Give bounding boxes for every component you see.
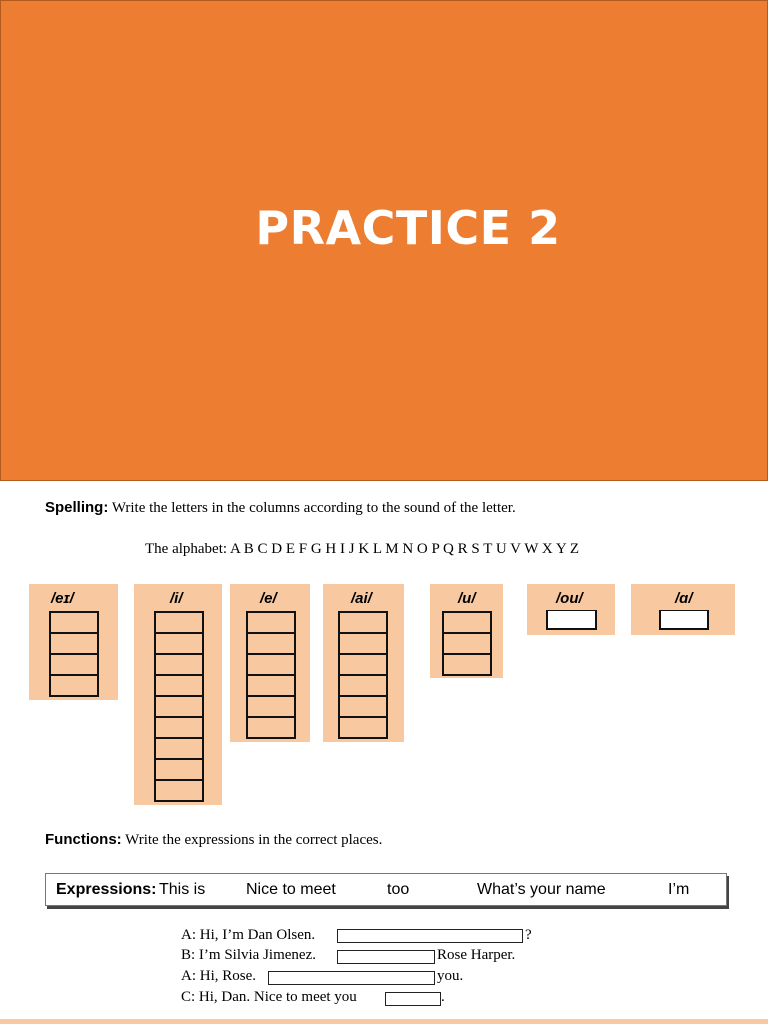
letter-box[interactable] <box>156 760 202 781</box>
letter-box[interactable] <box>156 634 202 655</box>
dialogue-line-4-end: . <box>441 989 445 1005</box>
letter-box[interactable] <box>248 697 294 718</box>
functions-instruction-text: Write the expressions in the correct places. <box>125 832 383 848</box>
letter-box[interactable] <box>546 610 597 630</box>
expression-nice-to-meet[interactable]: Nice to meet <box>246 881 336 898</box>
letter-box[interactable] <box>444 655 490 674</box>
slide-title: PRACTICE 2 <box>255 201 561 255</box>
letter-box[interactable] <box>248 718 294 737</box>
sound-column-e: /e/ <box>230 584 310 742</box>
dialogue-line-1-end: ? <box>525 927 532 943</box>
letter-box[interactable] <box>248 655 294 676</box>
dialogue-line-2-end: Rose Harper. <box>437 947 516 963</box>
letter-box-stack <box>442 611 492 676</box>
sound-column-ei: /eɪ/ <box>29 584 118 700</box>
sound-column-i: /i/ <box>134 584 222 805</box>
letter-box[interactable] <box>156 613 202 634</box>
expressions-box <box>45 873 727 906</box>
letter-box[interactable] <box>156 718 202 739</box>
letter-box[interactable] <box>340 697 386 718</box>
dialogue-line-2: B: I’m Silvia Jimenez. <box>181 947 316 963</box>
letter-box[interactable] <box>156 697 202 718</box>
letter-box[interactable] <box>444 613 490 634</box>
letter-box[interactable] <box>248 613 294 634</box>
answer-blank[interactable] <box>337 929 523 943</box>
expressions-label: Expressions: <box>56 881 157 898</box>
letter-box[interactable] <box>340 634 386 655</box>
sound-column-a: /ɑ/ <box>631 584 735 635</box>
letter-box-stack <box>246 611 296 739</box>
spelling-instruction <box>45 499 516 517</box>
dialogue-line-3: A: Hi, Rose. <box>181 968 256 984</box>
title-banner <box>0 0 768 481</box>
functions-label: Functions: <box>45 831 122 848</box>
sound-column-ai: /ai/ <box>323 584 404 742</box>
sound-column-ou: /ou/ <box>527 584 615 635</box>
dialogue-line-1: A: Hi, I’m Dan Olsen. <box>181 927 316 943</box>
letter-box[interactable] <box>340 613 386 634</box>
letter-box[interactable] <box>156 676 202 697</box>
spelling-label: Spelling: <box>45 499 109 516</box>
letter-box-stack <box>154 611 204 802</box>
letter-box-stack <box>49 611 99 697</box>
letter-box[interactable] <box>248 676 294 697</box>
functions-instruction <box>45 831 382 849</box>
letter-box[interactable] <box>156 655 202 676</box>
letter-box[interactable] <box>51 655 97 676</box>
letter-box-stack <box>338 611 388 739</box>
letter-box[interactable] <box>340 655 386 676</box>
alphabet-line: The alphabet: A B C D E F G H I J K L M N O P Q R S T U V W X Y Z <box>145 541 580 557</box>
dialogue-line-3-end: you. <box>437 968 464 984</box>
answer-blank[interactable] <box>385 992 441 1006</box>
dialogue-line-4: C: Hi, Dan. Nice to meet you <box>181 989 357 1005</box>
letter-box[interactable] <box>156 739 202 760</box>
answer-blank[interactable] <box>268 971 435 985</box>
expression-im[interactable]: I’m <box>668 881 690 898</box>
letter-box[interactable] <box>248 634 294 655</box>
letter-box[interactable] <box>340 676 386 697</box>
bottom-accent-bar <box>0 1019 768 1024</box>
letter-box[interactable] <box>659 610 709 630</box>
spelling-instruction-text: Write the letters in the columns according to the sound of the letter. <box>111 500 516 516</box>
expression-too[interactable]: too <box>387 881 410 898</box>
letter-box[interactable] <box>51 634 97 655</box>
letter-box[interactable] <box>51 676 97 695</box>
letter-box[interactable] <box>51 613 97 634</box>
expression-this-is[interactable]: This is <box>159 881 206 898</box>
answer-blank[interactable] <box>337 950 435 964</box>
letter-box[interactable] <box>444 634 490 655</box>
sound-column-u: /u/ <box>430 584 503 678</box>
letter-box[interactable] <box>340 718 386 737</box>
letter-box[interactable] <box>156 781 202 800</box>
expression-whats-your-name[interactable]: What’s your name <box>477 881 606 898</box>
